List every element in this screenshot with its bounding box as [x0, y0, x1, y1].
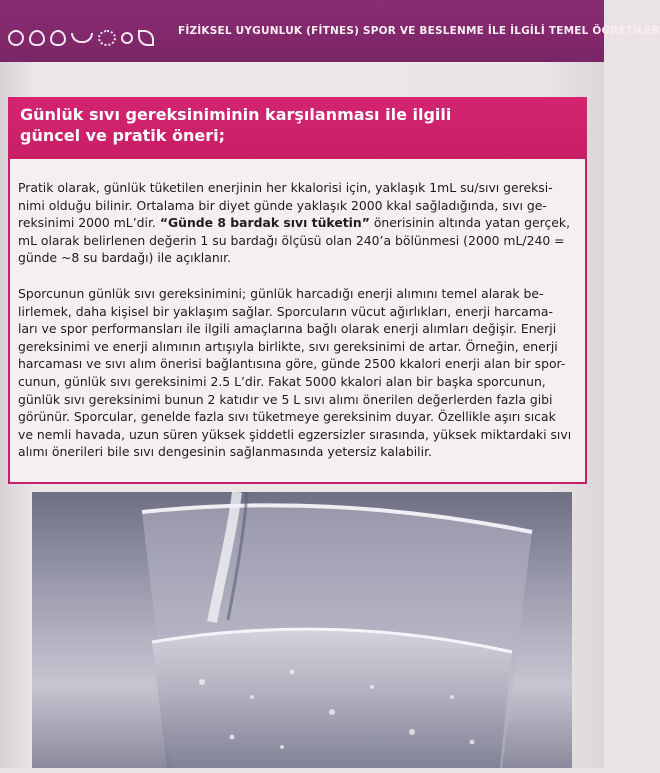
text-line: ve nemli havada, uzun süren yüksek şiddetli egzersizler sırasında, yüksek miktardaki sıvı	[18, 426, 572, 442]
text-line: Sporcunun günlük sıvı gereksinimini; günlük harcadığı enerji alımını temel alarak be-	[18, 286, 544, 301]
fruit-icon-row	[8, 27, 154, 49]
cherry-icon	[121, 32, 133, 44]
header-band	[0, 0, 660, 62]
text-line: görünür. Sporcular, genelde fazla sıvı tüketmeye gereksinim duyar. Özellikle aşırı sıcak	[18, 409, 556, 425]
title-line: Günlük sıvı gereksiniminin karşılanması ile ilgili	[20, 105, 452, 124]
banana-icon	[71, 33, 93, 43]
water-glass-illustration	[32, 492, 572, 768]
text-line: ları ve spor performansları ile ilgili amaçlarına bağlı olarak enerji alımları değişir. Enerji	[18, 321, 557, 337]
text-line: Pratik olarak, günlük tüketilen enerjinin her kkalorisi için, yaklaşık 1mL su/sıvı gereksi-	[18, 180, 553, 195]
pear-icon	[50, 30, 66, 46]
text-fragment: reksinimi 2000 mL’dir.	[18, 215, 156, 231]
text-fragment: önerisinin altında yatan gerçek,	[369, 215, 571, 231]
leaf-icon	[138, 30, 154, 46]
text-line: cunun, günlük sıvı gereksinimi 2.5 L’dir. Fakat 5000 kkalori alan bir başka sporcunun,	[18, 373, 546, 389]
text-line: günlük sıvı gereksinimi bunun 2 katıdır ve 5 L sıvı alımı önerilen değerlerden fazla gibi	[18, 391, 553, 407]
text-line: alımı önerileri bile sıvı dengesinin sağlanmasında yetersiz kalabilir.	[18, 444, 432, 460]
info-box-title	[20, 104, 540, 146]
running-header-title: FİZİKSEL UYGUNLUK (FİTNES) SPOR VE BESLENME İLE İLGİLİ TEMEL ÖĞRETİLER	[178, 25, 660, 37]
title-line: güncel ve pratik öneri;	[20, 126, 225, 145]
paragraph-athlete	[18, 285, 583, 461]
grapes-icon	[98, 30, 116, 46]
text-line	[18, 214, 583, 232]
text-line: günde ~8 su bardağı) ile açıklanır.	[18, 250, 232, 266]
strawberry-icon	[29, 30, 45, 46]
bold-quote: “Günde 8 bardak sıvı tüketin”	[159, 215, 370, 231]
text-line: harcaması ve sıvı alım önerisi bağlantısına göre, günde 2500 kkalori enerji alan bir spor-	[18, 356, 566, 372]
text-line: nimi olduğu bilinir. Ortalama bir diyet günde yaklaşık 2000 kkal sağladığında, sıvı ge-	[18, 197, 547, 213]
text-line: mL olarak belirlenen değerin 1 su bardağı ölçüsü olan 240’a bölünmesi (2000 mL/240 =	[18, 232, 565, 248]
orange-icon	[8, 30, 24, 46]
paragraph-practical	[18, 179, 583, 267]
text-line: gereksinimi ve enerji alımının artışıyla birlikte, sıvı gereksinimi de artar. Örneğin, enerji	[18, 338, 558, 354]
water-glass-photo	[32, 492, 572, 768]
text-line: lirlemek, daha kişisel bir yaklaşım sağlar. Sporcuların vücut ağırlıkları, enerji harcama-	[18, 303, 553, 319]
